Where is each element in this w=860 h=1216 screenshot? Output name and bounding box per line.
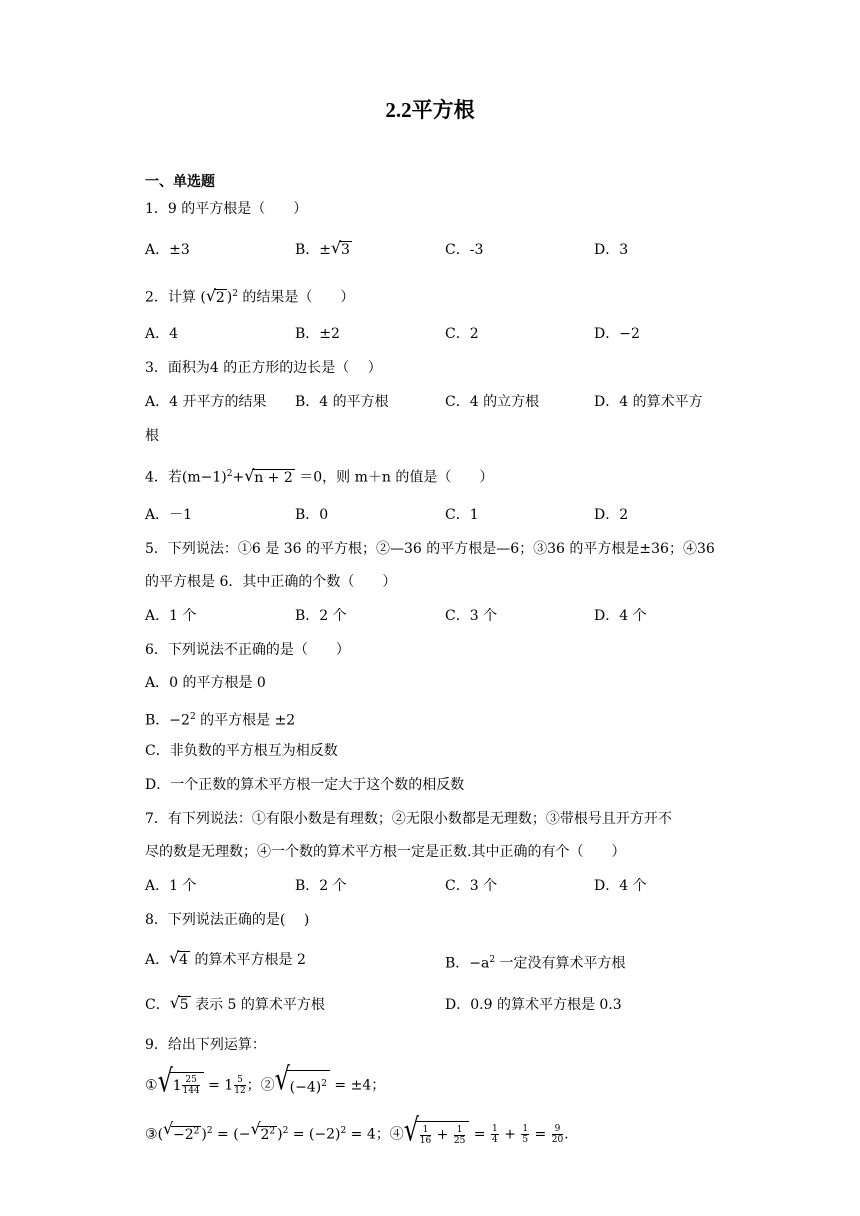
- q1-option-b: B．±√ 3: [295, 240, 352, 260]
- q3-option-d: D．4 的算术平方: [594, 394, 703, 410]
- q4-option-c: C．1: [445, 507, 479, 523]
- q8-stem: 8．下列说法正确的是( ): [145, 912, 310, 928]
- q1-option-a: A．±3: [145, 242, 190, 258]
- q6-option-c: C．非负数的平方根互为相反数: [145, 743, 338, 759]
- q3-option-a: A．4 开平方的结果: [145, 394, 267, 410]
- q7-option-c: C．3 个: [445, 878, 498, 894]
- q6-option-d: D．一个正数的算术平方根一定大于这个数的相反数: [145, 777, 465, 793]
- q9-stem: 9．给出下列运算：: [145, 1037, 266, 1053]
- q2-option-c: C．2: [445, 326, 479, 342]
- q7-option-b: B．2 个: [295, 878, 347, 894]
- q8-option-d: D．0.9 的算术平方根是 0.3: [445, 997, 622, 1013]
- q1-stem: 1．9 的平方根是（ ）: [145, 201, 308, 217]
- q7-stem-line2: 尽的数是无理数；④一个数的算术平方根一定是正数.其中正确的有个（ ）: [145, 844, 626, 860]
- q5-option-a: A．1 个: [145, 608, 197, 624]
- q2-option-d: D．−2: [594, 326, 640, 342]
- q8-option-a: A．√ 4 的算术平方根是 2: [145, 950, 306, 970]
- q2-option-a: A．4: [145, 326, 179, 342]
- q5-option-d: D．4 个: [594, 608, 647, 624]
- q5-stem-line2: 的平方根是 6．其中正确的个数（ ）: [145, 574, 397, 590]
- q6-stem: 6．下列说法不正确的是（ ）: [145, 642, 350, 658]
- q4-stem: 4．若$(m-1)^2+√$ n + 2 ＝0，则 m＋n 的值是（ ）: [145, 464, 493, 488]
- q4-option-b: B．0: [295, 507, 329, 523]
- q2-stem: 2．计算 (√ 2 )$^2$ 的结果是（ ）: [145, 284, 354, 308]
- q3-option-b: B．4 的平方根: [295, 394, 389, 410]
- q3-stem: 3．面积为4 的正方形的边长是（ ）: [145, 360, 382, 376]
- q4-option-d: D．2: [594, 507, 629, 523]
- section-heading: 一、单选题: [145, 174, 215, 190]
- q5-stem-line1: 5．下列说法：①6 是 36 的平方根；②—36 的平方根是—6；③36 的平方根是±36；④36: [145, 541, 715, 557]
- q8-option-c: C．√ 5 表示 5 的算术平方根: [145, 995, 325, 1015]
- q6-option-a: A．0 的平方根是 0: [145, 675, 266, 691]
- q5-option-b: B．2 个: [295, 608, 347, 624]
- q7-stem-line1: 7．有下列说法：①有限小数是有理数；②无限小数都是无理数；③带根号且开方开不: [145, 811, 672, 827]
- q5-option-c: C．3 个: [445, 608, 498, 624]
- q1-option-c: C．-3: [445, 242, 484, 258]
- q8-option-b: B．$-a^2$ 一定没有算术平方根: [445, 955, 626, 972]
- q6-option-b: B．$-2^2$ 的平方根是 ±2: [145, 712, 296, 729]
- q2-option-b: B．±2: [295, 326, 340, 342]
- q4-option-a: A．－1: [145, 507, 193, 523]
- q9-expression-row-2: ③(√ $-2^2$ )$^2$ = (−√ $2^2$ )$^2 = (-2)^2 = 4$；④ √ $\frac{1}{16}$ + $\frac{1}{25}$ = $\frac{1}{4}$ + $\frac{1}{5}$ = $\frac{9}{20}$ .: [145, 1118, 569, 1148]
- q3-option-d-wrap: 根: [145, 428, 159, 444]
- page-title: 2.2平方根: [385, 98, 475, 122]
- q9-expression-row-1: ①√ 1 $\frac{25}{144}$ = 1 $\frac{5}{12}$ ；②√ $(-4)^2 = \pm 4$；: [145, 1070, 385, 1101]
- q7-option-a: A．1 个: [145, 878, 197, 894]
- q7-option-d: D．4 个: [594, 878, 647, 894]
- q1-option-d: D．3: [594, 242, 629, 258]
- q3-option-c: C．4 的立方根: [445, 394, 540, 410]
